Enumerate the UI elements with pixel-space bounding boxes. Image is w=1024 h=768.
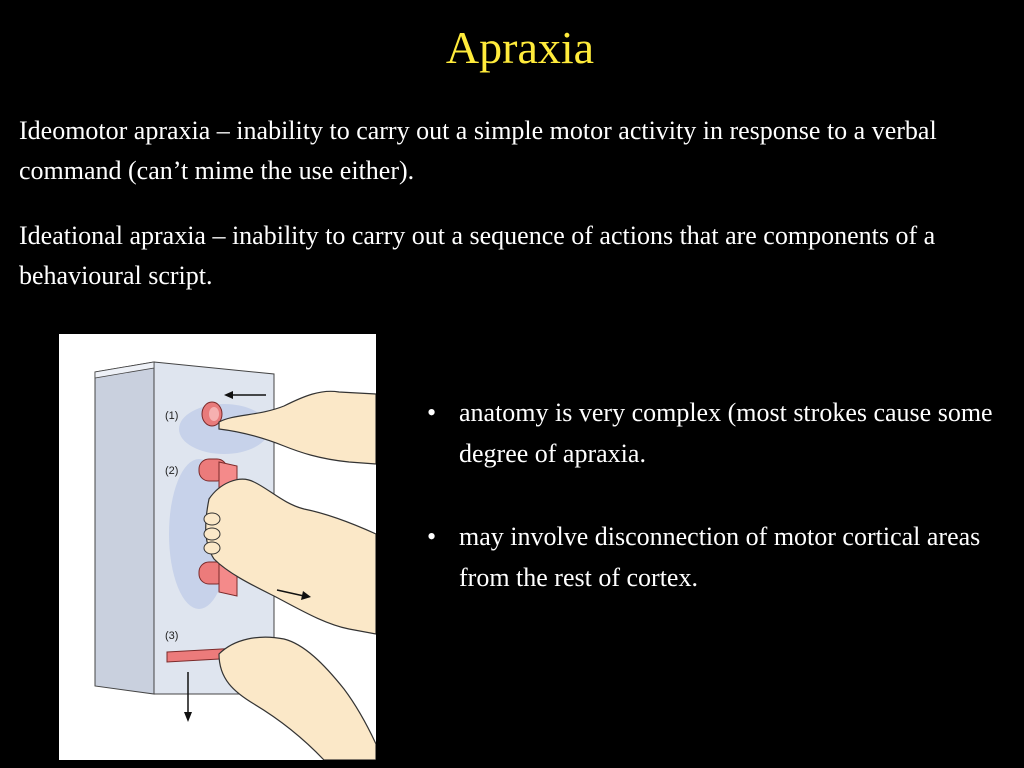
push-button-center — [209, 407, 219, 421]
bullet-item — [424, 516, 1014, 598]
figure-label-1: (1) — [165, 410, 179, 422]
figure-label-3: (3) — [165, 630, 179, 642]
bullet-text: may involve disconnection of motor cortical areas from the rest of cortex. — [459, 522, 981, 592]
box-side — [95, 362, 154, 694]
figure-label-2: (2) — [165, 465, 179, 477]
pulling-hand — [219, 637, 376, 760]
bullet-list — [424, 392, 1014, 598]
bullet-text: anatomy is very complex (most strokes cause some degree of apraxia. — [459, 398, 993, 468]
puzzle-box-drawing — [59, 334, 376, 760]
arrow-down-head — [184, 712, 192, 722]
ideomotor-paragraph: Ideomotor apraxia – inability to carry out a simple motor activity in response to a verbal command (can’t mime the use either). — [19, 116, 937, 185]
apraxia-puzzle-box-illustration — [59, 334, 376, 760]
bullet-item — [424, 392, 1014, 474]
slide-title: Apraxia — [445, 22, 595, 73]
bullet-icon: • — [427, 398, 437, 427]
ideational-paragraph: Ideational apraxia – inability to carry out a sequence of actions that are components of a behavioural script. — [19, 221, 936, 290]
bullet-icon: • — [427, 522, 437, 551]
